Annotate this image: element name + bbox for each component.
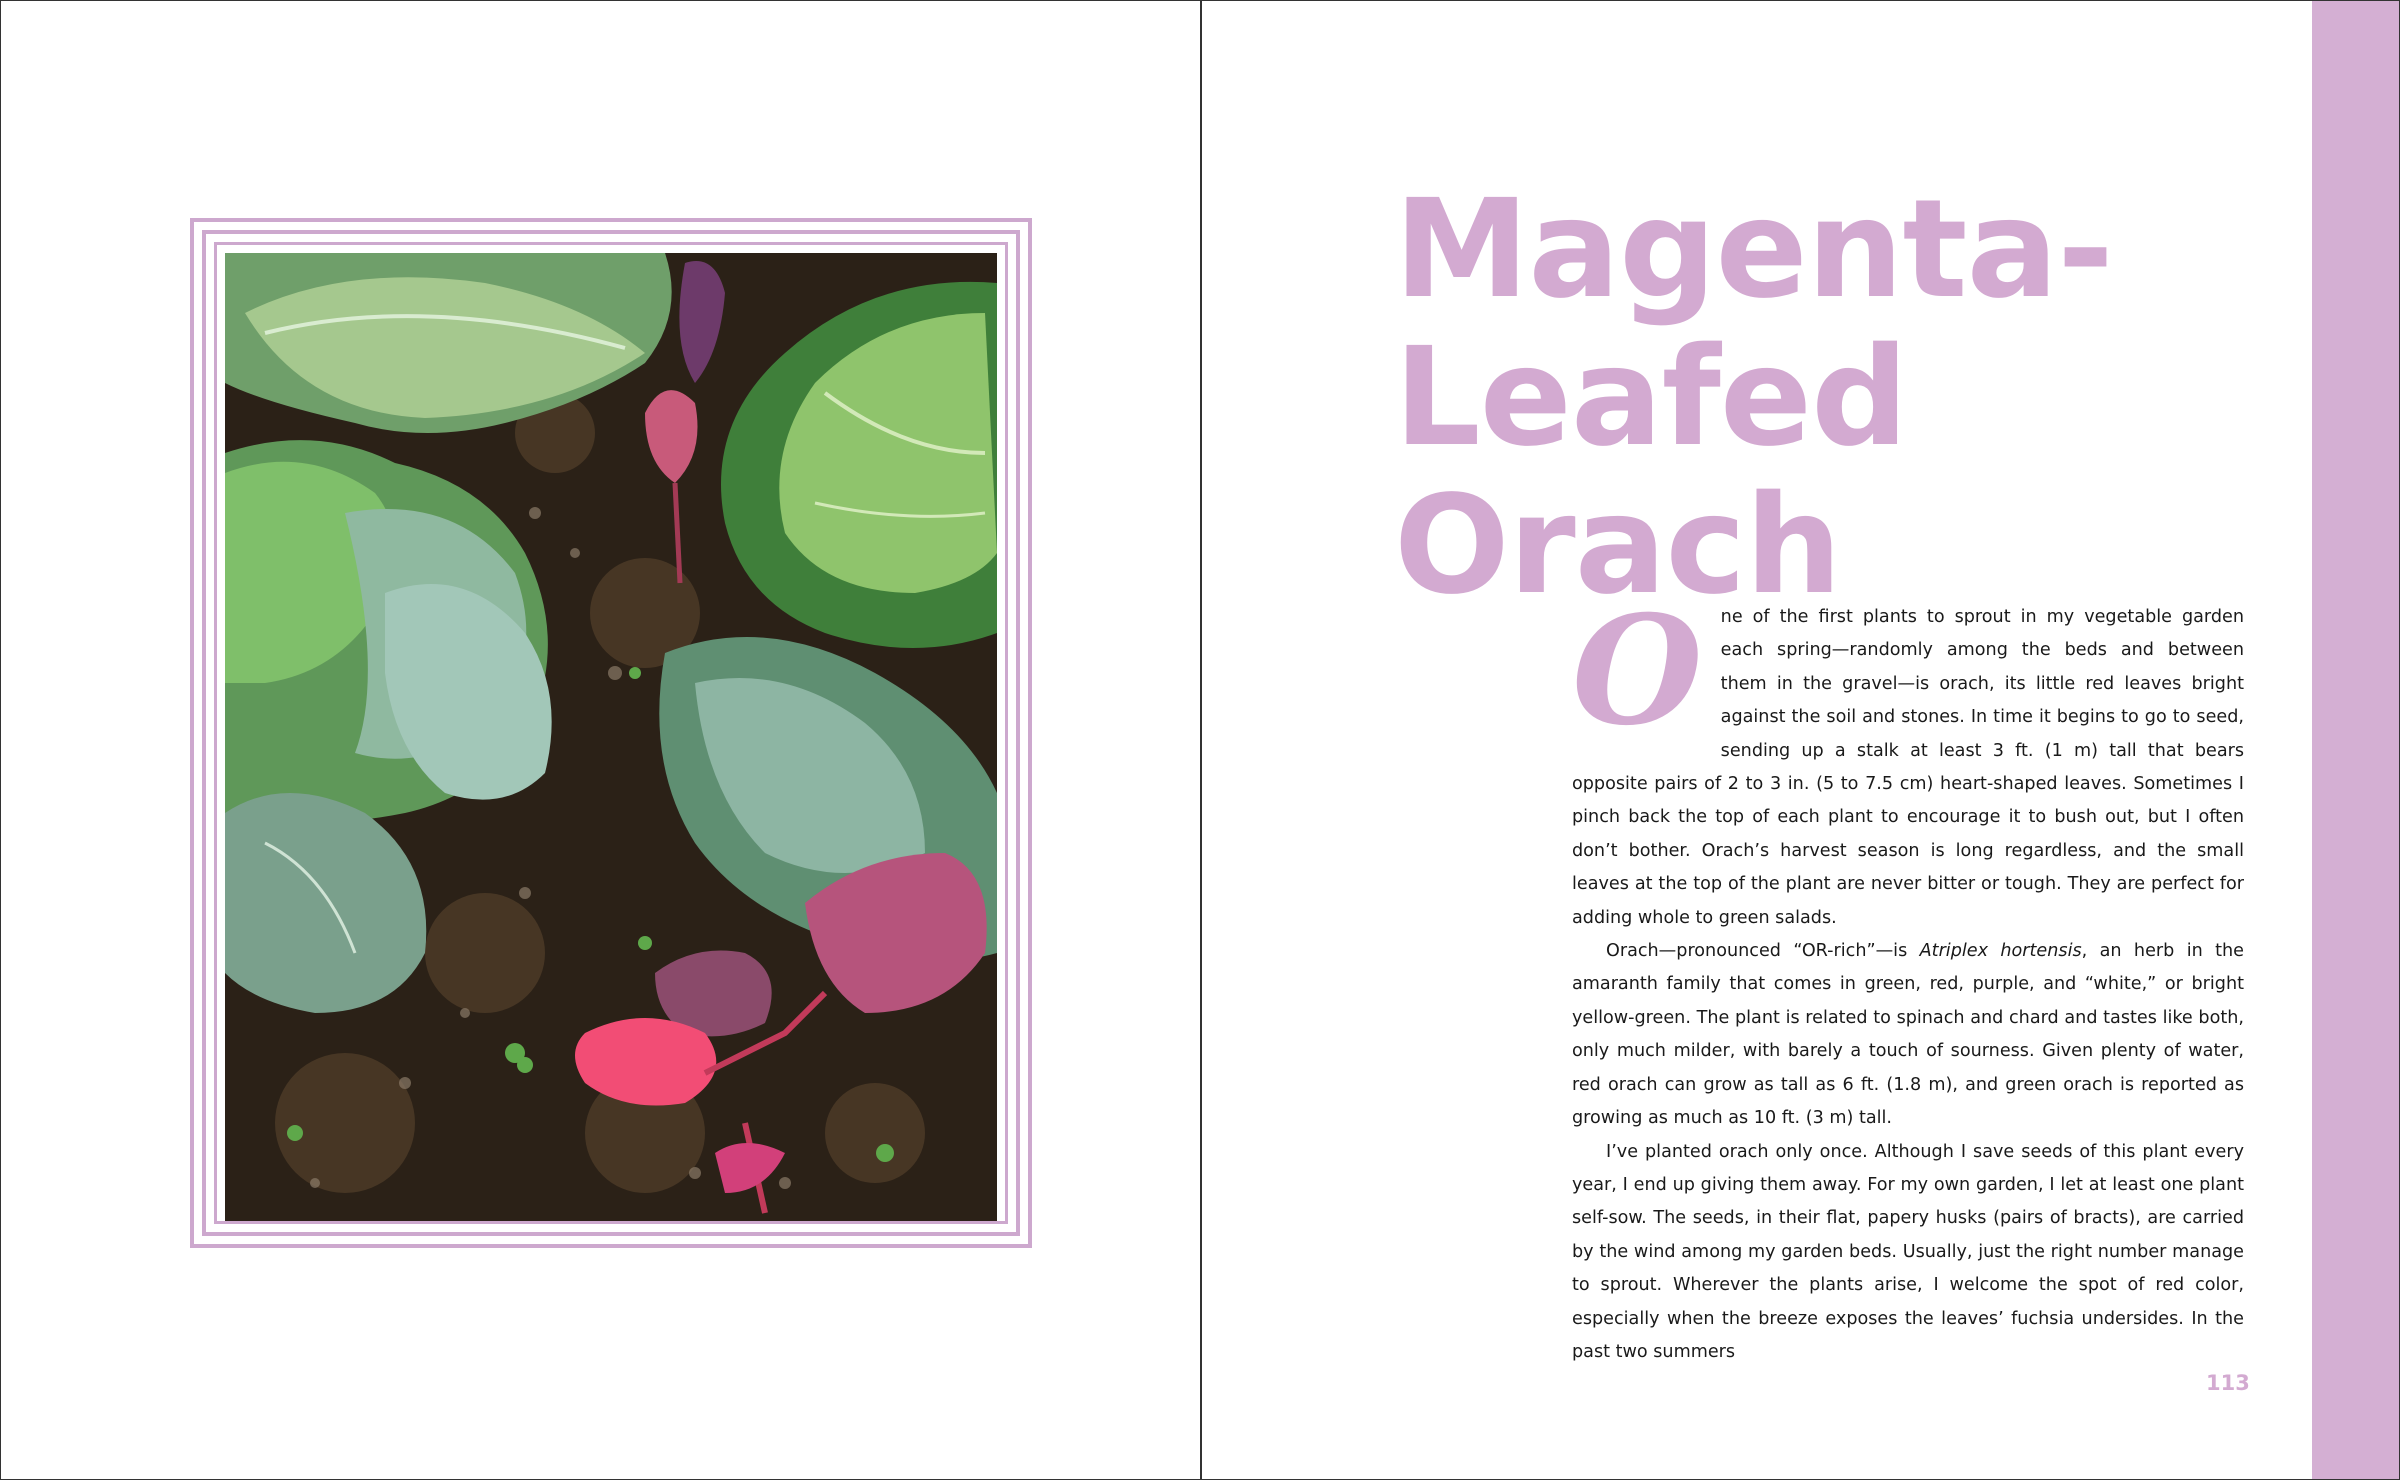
page-title (1394, 171, 2294, 625)
left-page (1, 1, 1200, 1479)
scientific-name: Atriplex hortensis (1919, 941, 2082, 962)
title-line-1: Magenta- (1394, 171, 2113, 329)
title-line-2: Leafed Orach (1394, 319, 1908, 625)
article-body (1572, 583, 2245, 1369)
paragraph-3-text: I’ve planted orach only once. Although I save seeds of this plant every year, I end up giving them away. For my own garden, I let at least one plant self-sow. The seeds, in their flat, papery husks (pairs of bracts), are carried by the wind among my garden beds. Usually, just the right number manage to sprout. Wherever the plants arise, I welcome the spot of red color, especially when the breeze exposes the leaves’ fuchsia undersides. In the past two summers (1572, 1141, 2244, 1362)
paragraph-3 (1572, 1136, 2244, 1370)
paragraph-2-text-end: , an herb in the amaranth family that comes in green, red, purple, and “white,” or bright yellow-green. The plant is related to spinach and chard and tastes like both, only much milder, with barely a touch of sourness. Given plenty of water, red orach can grow as tall as 6 ft. (1.8 m), and green orach is reported as growing as much as 10 ft. (3 m) tall. (1572, 941, 2245, 1129)
paragraph-1 (1572, 583, 2244, 935)
paragraph-2 (1572, 935, 2244, 1135)
paragraph-2-text-start: Orach—pronounced “OR-rich”—is (1606, 941, 1920, 962)
right-page (1202, 1, 2399, 1479)
page-number: 113 (2206, 1371, 2250, 1395)
side-color-band (2312, 1, 2399, 1479)
photo-frame (190, 218, 1032, 1248)
garden-photo-icon (225, 253, 997, 1221)
paragraph-1-text: ne of the first plants to sprout in my vegetable garden each spring—randomly among the beds and between them in the gravel—is orach, its little red leaves bright against the soil and stones. In time it begins to go to seed, sending up a stalk at least 3 ft. (1 m) tall that bears opposite pairs of 2 to 3 in. (5 to 7.5 cm) heart-shaped leaves. Sometimes I pinch back the top of each plant to encourage it to bush out, but I often don’t bother. Orach’s harvest season is long regardless, and the small leaves at the top of the plant are never bitter or tough. They are perfect for adding whole to green salads. (1572, 607, 2244, 928)
drop-cap: O (1572, 583, 1703, 759)
